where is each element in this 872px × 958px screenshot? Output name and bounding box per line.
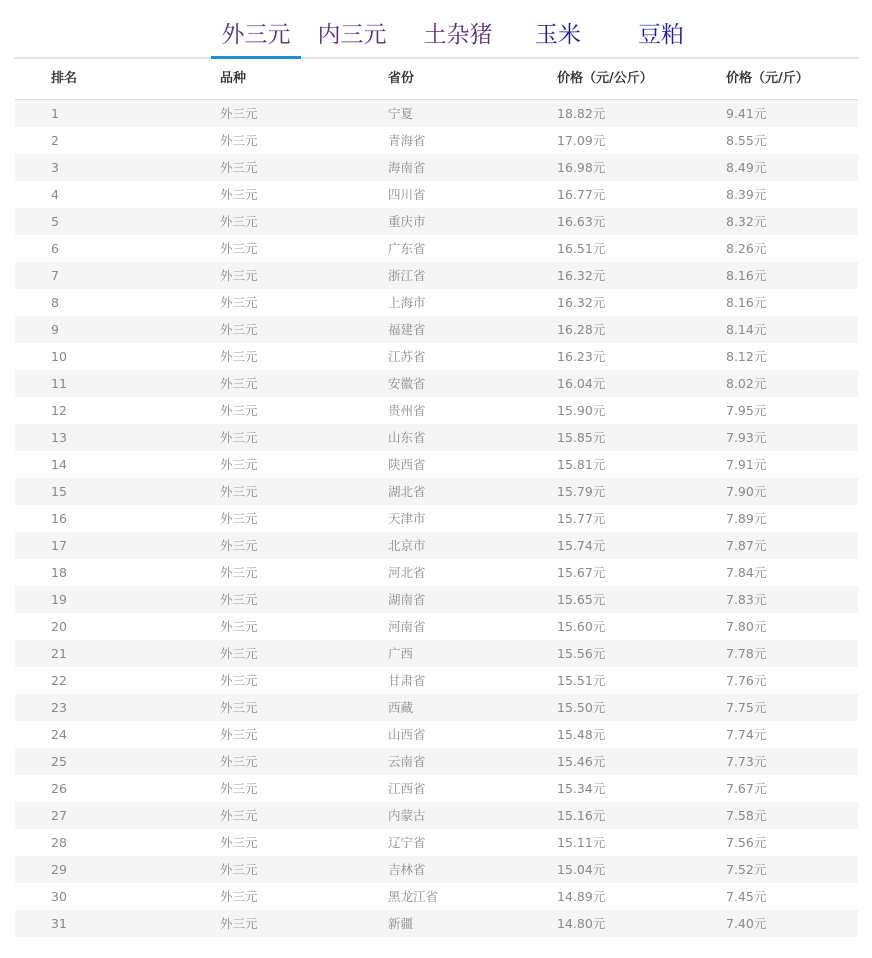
price-kg-cell: 15.85元 (557, 430, 606, 445)
price-jin-cell: 7.58元 (726, 808, 767, 823)
rank-cell: 21 (51, 646, 67, 661)
price-jin-cell: 7.40元 (726, 916, 767, 931)
price-kg-cell: 14.89元 (557, 889, 606, 904)
price-jin-cell: 8.14元 (726, 322, 767, 337)
price-kg-cell: 16.32元 (557, 268, 606, 283)
province-cell: 广东省 (388, 241, 426, 256)
rank-cell: 27 (51, 808, 67, 823)
tab-tu-za-zhu[interactable]: 土杂猪 (423, 22, 493, 48)
rank-cell: 30 (51, 889, 67, 904)
price-jin-cell: 7.56元 (726, 835, 767, 850)
province-cell: 北京市 (388, 538, 426, 553)
rank-cell: 17 (51, 538, 67, 553)
price-jin-cell: 8.39元 (726, 187, 767, 202)
price-kg-cell: 15.77元 (557, 511, 606, 526)
rank-cell: 25 (51, 754, 67, 769)
table-row (15, 775, 858, 802)
province-cell: 宁夏 (388, 106, 414, 121)
price-kg-cell: 15.04元 (557, 862, 606, 877)
table-row (15, 559, 858, 586)
rank-cell: 24 (51, 727, 67, 742)
province-cell: 陕西省 (388, 457, 426, 472)
breed-cell: 外三元 (220, 862, 258, 877)
price-jin-cell: 8.12元 (726, 349, 767, 364)
table-row (15, 397, 858, 424)
breed-cell: 外三元 (220, 430, 258, 445)
breed-cell: 外三元 (220, 808, 258, 823)
price-kg-cell: 16.63元 (557, 214, 606, 229)
table-row (15, 586, 858, 613)
breed-cell: 外三元 (220, 106, 258, 121)
province-cell: 山东省 (388, 430, 426, 445)
tab-wai-san-yuan[interactable]: 外三元 (211, 14, 301, 56)
price-kg-cell: 16.32元 (557, 295, 606, 310)
breed-cell: 外三元 (220, 727, 258, 742)
price-kg-cell: 15.74元 (557, 538, 606, 553)
price-kg-cell: 14.80元 (557, 916, 606, 931)
province-cell: 安徽省 (388, 376, 426, 391)
tab-nei-san-yuan[interactable]: 内三元 (317, 22, 387, 48)
breed-cell: 外三元 (220, 673, 258, 688)
price-jin-cell: 7.84元 (726, 565, 767, 580)
table-row (15, 613, 858, 640)
table-row (15, 721, 858, 748)
province-cell: 天津市 (388, 511, 426, 526)
province-cell: 重庆市 (388, 214, 426, 229)
table-row (15, 343, 858, 370)
price-kg-cell: 15.51元 (557, 673, 606, 688)
header-breed: 品种 (220, 71, 247, 86)
price-ranking-table (15, 59, 858, 937)
province-cell: 内蒙古 (388, 808, 426, 823)
province-cell: 湖南省 (388, 592, 426, 607)
table-row (15, 910, 858, 937)
price-kg-cell: 15.65元 (557, 592, 606, 607)
breed-cell: 外三元 (220, 295, 258, 310)
price-jin-cell: 8.26元 (726, 241, 767, 256)
price-jin-cell: 7.95元 (726, 403, 767, 418)
province-cell: 甘肃省 (388, 673, 426, 688)
province-cell: 贵州省 (388, 403, 426, 418)
rank-cell: 29 (51, 862, 67, 877)
breed-cell: 外三元 (220, 592, 258, 607)
header-price-per-jin: 价格（元/斤） (726, 71, 809, 86)
price-jin-cell: 8.16元 (726, 268, 767, 283)
province-cell: 浙江省 (388, 268, 426, 283)
rank-cell: 5 (51, 214, 59, 229)
rank-cell: 22 (51, 673, 67, 688)
rank-cell: 2 (51, 133, 59, 148)
rank-cell: 14 (51, 457, 67, 472)
price-jin-cell: 7.76元 (726, 673, 767, 688)
province-cell: 辽宁省 (388, 835, 426, 850)
breed-cell: 外三元 (220, 349, 258, 364)
rank-cell: 1 (51, 106, 59, 121)
province-cell: 福建省 (388, 322, 426, 337)
price-jin-cell: 7.90元 (726, 484, 767, 499)
province-cell: 江苏省 (388, 349, 426, 364)
price-jin-cell: 7.73元 (726, 754, 767, 769)
province-cell: 河南省 (388, 619, 426, 634)
price-jin-cell: 8.16元 (726, 295, 767, 310)
price-kg-cell: 16.51元 (557, 241, 606, 256)
category-tab-bar (14, 0, 859, 59)
table-body (15, 100, 858, 937)
price-kg-cell: 15.11元 (557, 835, 606, 850)
breed-cell: 外三元 (220, 754, 258, 769)
rank-cell: 6 (51, 241, 59, 256)
rank-cell: 3 (51, 160, 59, 175)
price-jin-cell: 7.45元 (726, 889, 767, 904)
price-jin-cell: 8.02元 (726, 376, 767, 391)
rank-cell: 28 (51, 835, 67, 850)
table-row (15, 802, 858, 829)
table-row (15, 505, 858, 532)
breed-cell: 外三元 (220, 484, 258, 499)
rank-cell: 16 (51, 511, 67, 526)
table-row (15, 883, 858, 910)
rank-cell: 23 (51, 700, 67, 715)
price-jin-cell: 7.74元 (726, 727, 767, 742)
price-kg-cell: 15.60元 (557, 619, 606, 634)
header-price-per-kg: 价格（元/公斤） (557, 71, 653, 86)
table-row (15, 640, 858, 667)
price-jin-cell: 7.87元 (726, 538, 767, 553)
breed-cell: 外三元 (220, 268, 258, 283)
price-jin-cell: 7.80元 (726, 619, 767, 634)
breed-cell: 外三元 (220, 646, 258, 661)
table-row (15, 235, 858, 262)
table-row (15, 262, 858, 289)
rank-cell: 11 (51, 376, 67, 391)
price-kg-cell: 15.16元 (557, 808, 606, 823)
breed-cell: 外三元 (220, 214, 258, 229)
table-row (15, 829, 858, 856)
province-cell: 广西 (388, 646, 414, 661)
breed-cell: 外三元 (220, 835, 258, 850)
breed-cell: 外三元 (220, 133, 258, 148)
price-kg-cell: 15.79元 (557, 484, 606, 499)
rank-cell: 31 (51, 916, 67, 931)
province-cell: 江西省 (388, 781, 426, 796)
province-cell: 海南省 (388, 160, 426, 175)
province-cell: 青海省 (388, 133, 426, 148)
rank-cell: 19 (51, 592, 67, 607)
rank-cell: 10 (51, 349, 67, 364)
price-kg-cell: 15.56元 (557, 646, 606, 661)
header-rank: 排名 (51, 71, 78, 86)
province-cell: 西藏 (388, 700, 414, 715)
breed-cell: 外三元 (220, 565, 258, 580)
price-kg-cell: 16.23元 (557, 349, 606, 364)
province-cell: 山西省 (388, 727, 426, 742)
rank-cell: 4 (51, 187, 59, 202)
price-kg-cell: 15.67元 (557, 565, 606, 580)
price-kg-cell: 15.81元 (557, 457, 606, 472)
price-jin-cell: 8.55元 (726, 133, 767, 148)
table-row (15, 667, 858, 694)
price-kg-cell: 15.90元 (557, 403, 606, 418)
price-kg-cell: 15.34元 (557, 781, 606, 796)
breed-cell: 外三元 (220, 187, 258, 202)
price-kg-cell: 16.77元 (557, 187, 606, 202)
price-jin-cell: 9.41元 (726, 106, 767, 121)
province-cell: 上海市 (388, 295, 426, 310)
price-kg-cell: 15.48元 (557, 727, 606, 742)
tab-dou-po[interactable]: 豆粕 (638, 22, 684, 48)
price-jin-cell: 7.83元 (726, 592, 767, 607)
table-row (15, 289, 858, 316)
breed-cell: 外三元 (220, 538, 258, 553)
breed-cell: 外三元 (220, 160, 258, 175)
header-province: 省份 (388, 71, 415, 86)
province-cell: 四川省 (388, 187, 426, 202)
table-row (15, 154, 858, 181)
table-row (15, 451, 858, 478)
table-row (15, 478, 858, 505)
price-jin-cell: 7.91元 (726, 457, 767, 472)
price-kg-cell: 17.09元 (557, 133, 606, 148)
rank-cell: 8 (51, 295, 59, 310)
province-cell: 河北省 (388, 565, 426, 580)
table-row (15, 856, 858, 883)
rank-cell: 13 (51, 430, 67, 445)
tab-yu-mi[interactable]: 玉米 (535, 22, 581, 48)
breed-cell: 外三元 (220, 457, 258, 472)
province-cell: 湖北省 (388, 484, 426, 499)
province-cell: 云南省 (388, 754, 426, 769)
price-jin-cell: 7.52元 (726, 862, 767, 877)
rank-cell: 26 (51, 781, 67, 796)
rank-cell: 15 (51, 484, 67, 499)
table-row (15, 424, 858, 451)
breed-cell: 外三元 (220, 376, 258, 391)
price-jin-cell: 8.49元 (726, 160, 767, 175)
price-kg-cell: 15.46元 (557, 754, 606, 769)
breed-cell: 外三元 (220, 619, 258, 634)
price-jin-cell: 8.32元 (726, 214, 767, 229)
price-kg-cell: 16.04元 (557, 376, 606, 391)
table-header (15, 59, 858, 100)
table-row (15, 370, 858, 397)
breed-cell: 外三元 (220, 403, 258, 418)
breed-cell: 外三元 (220, 916, 258, 931)
table-row (15, 208, 858, 235)
table-row (15, 316, 858, 343)
table-row (15, 532, 858, 559)
price-jin-cell: 7.93元 (726, 430, 767, 445)
table-row (15, 100, 858, 127)
breed-cell: 外三元 (220, 322, 258, 337)
province-cell: 新疆 (388, 916, 414, 931)
rank-cell: 12 (51, 403, 67, 418)
table-row (15, 694, 858, 721)
price-kg-cell: 16.98元 (557, 160, 606, 175)
rank-cell: 18 (51, 565, 67, 580)
price-jin-cell: 7.67元 (726, 781, 767, 796)
price-kg-cell: 18.82元 (557, 106, 606, 121)
table-row (15, 127, 858, 154)
table-row (15, 181, 858, 208)
price-jin-cell: 7.78元 (726, 646, 767, 661)
province-cell: 黑龙江省 (388, 889, 439, 904)
breed-cell: 外三元 (220, 781, 258, 796)
rank-cell: 20 (51, 619, 67, 634)
breed-cell: 外三元 (220, 889, 258, 904)
price-kg-cell: 16.28元 (557, 322, 606, 337)
breed-cell: 外三元 (220, 511, 258, 526)
breed-cell: 外三元 (220, 700, 258, 715)
rank-cell: 9 (51, 322, 59, 337)
price-jin-cell: 7.75元 (726, 700, 767, 715)
breed-cell: 外三元 (220, 241, 258, 256)
price-jin-cell: 7.89元 (726, 511, 767, 526)
province-cell: 吉林省 (388, 862, 426, 877)
rank-cell: 7 (51, 268, 59, 283)
table-row (15, 748, 858, 775)
price-kg-cell: 15.50元 (557, 700, 606, 715)
